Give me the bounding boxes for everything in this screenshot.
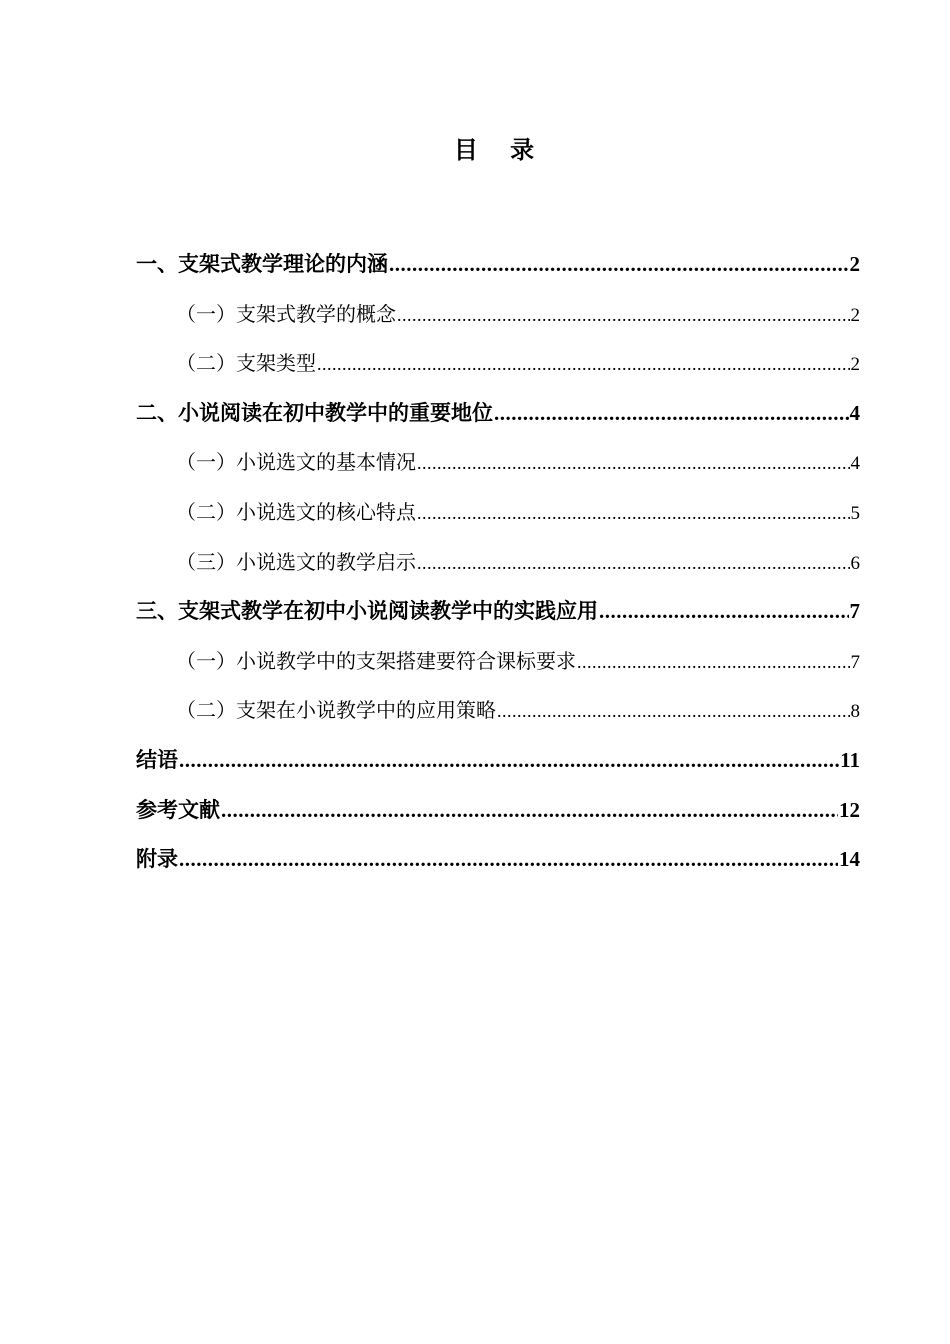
toc-entry-title: 附录 — [136, 847, 178, 872]
toc-section-entry[interactable] — [136, 538, 860, 588]
toc-chapter-entry[interactable] — [136, 736, 860, 786]
toc-chapter-entry[interactable] — [136, 240, 860, 290]
toc-page-number: 5 — [850, 502, 860, 524]
toc-section-entry[interactable] — [136, 438, 860, 488]
toc-chapter-entry[interactable] — [136, 587, 860, 637]
toc-dot-leader — [221, 786, 838, 836]
toc-dot-leader — [599, 587, 849, 637]
toc-entry-title: 三、支架式教学在初中小说阅读教学中的实践应用 — [136, 599, 598, 624]
toc-entry-title: 参考文献 — [136, 797, 220, 822]
toc-dot-leader — [417, 439, 850, 489]
toc-entry-title: 二、小说阅读在初中教学中的重要地位 — [136, 400, 493, 425]
page-title: 目 录 — [453, 136, 547, 164]
toc-dot-leader — [417, 539, 850, 589]
toc-page-number: 7 — [850, 651, 860, 673]
toc-chapter-entry[interactable] — [136, 389, 860, 439]
toc-entry-title: 结语 — [136, 747, 178, 772]
toc-section-entry[interactable] — [136, 339, 860, 389]
toc-entry-title: （一）小说选文的基本情况 — [176, 450, 416, 475]
toc-page-number: 12 — [839, 797, 860, 822]
toc-dot-leader — [179, 835, 838, 885]
toc-page-number: 8 — [850, 701, 860, 723]
toc-section-entry[interactable] — [136, 488, 860, 538]
toc-page-number: 7 — [849, 599, 860, 624]
toc-dot-leader — [317, 340, 850, 390]
toc-page-number: 6 — [850, 552, 860, 574]
toc-chapter-entry[interactable] — [136, 786, 860, 836]
toc-entry-title: （三）小说选文的教学启示 — [176, 549, 416, 574]
toc-page-number: 2 — [850, 354, 860, 376]
table-of-contents — [136, 240, 860, 885]
toc-dot-leader — [397, 291, 850, 341]
toc-entry-title: 一、支架式教学理论的内涵 — [136, 252, 388, 276]
toc-dot-leader — [497, 687, 850, 737]
toc-page-number: 2 — [850, 304, 860, 326]
toc-entry-title: （二）小说选文的核心特点 — [176, 499, 416, 524]
toc-page-number: 4 — [849, 400, 860, 425]
toc-entry-title: （二）支架在小说教学中的应用策略 — [176, 698, 496, 723]
toc-dot-leader — [389, 240, 849, 290]
toc-section-entry[interactable] — [136, 686, 860, 736]
toc-page-number: 4 — [850, 453, 860, 475]
toc-dot-leader — [417, 489, 850, 539]
toc-entry-title: （一）小说教学中的支架搭建要符合课标要求 — [176, 648, 576, 673]
toc-page-number: 11 — [840, 747, 860, 772]
toc-entry-title: （一）支架式教学的概念 — [176, 301, 396, 326]
toc-chapter-entry[interactable] — [136, 835, 860, 885]
toc-dot-leader — [179, 736, 839, 786]
toc-section-entry[interactable] — [136, 290, 860, 340]
toc-dot-leader — [494, 389, 849, 439]
toc-dot-leader — [577, 638, 850, 688]
toc-section-entry[interactable] — [136, 637, 860, 687]
toc-page-number: 2 — [849, 252, 860, 276]
toc-entry-title: （二）支架类型 — [176, 351, 316, 376]
toc-page-number: 14 — [839, 847, 860, 872]
